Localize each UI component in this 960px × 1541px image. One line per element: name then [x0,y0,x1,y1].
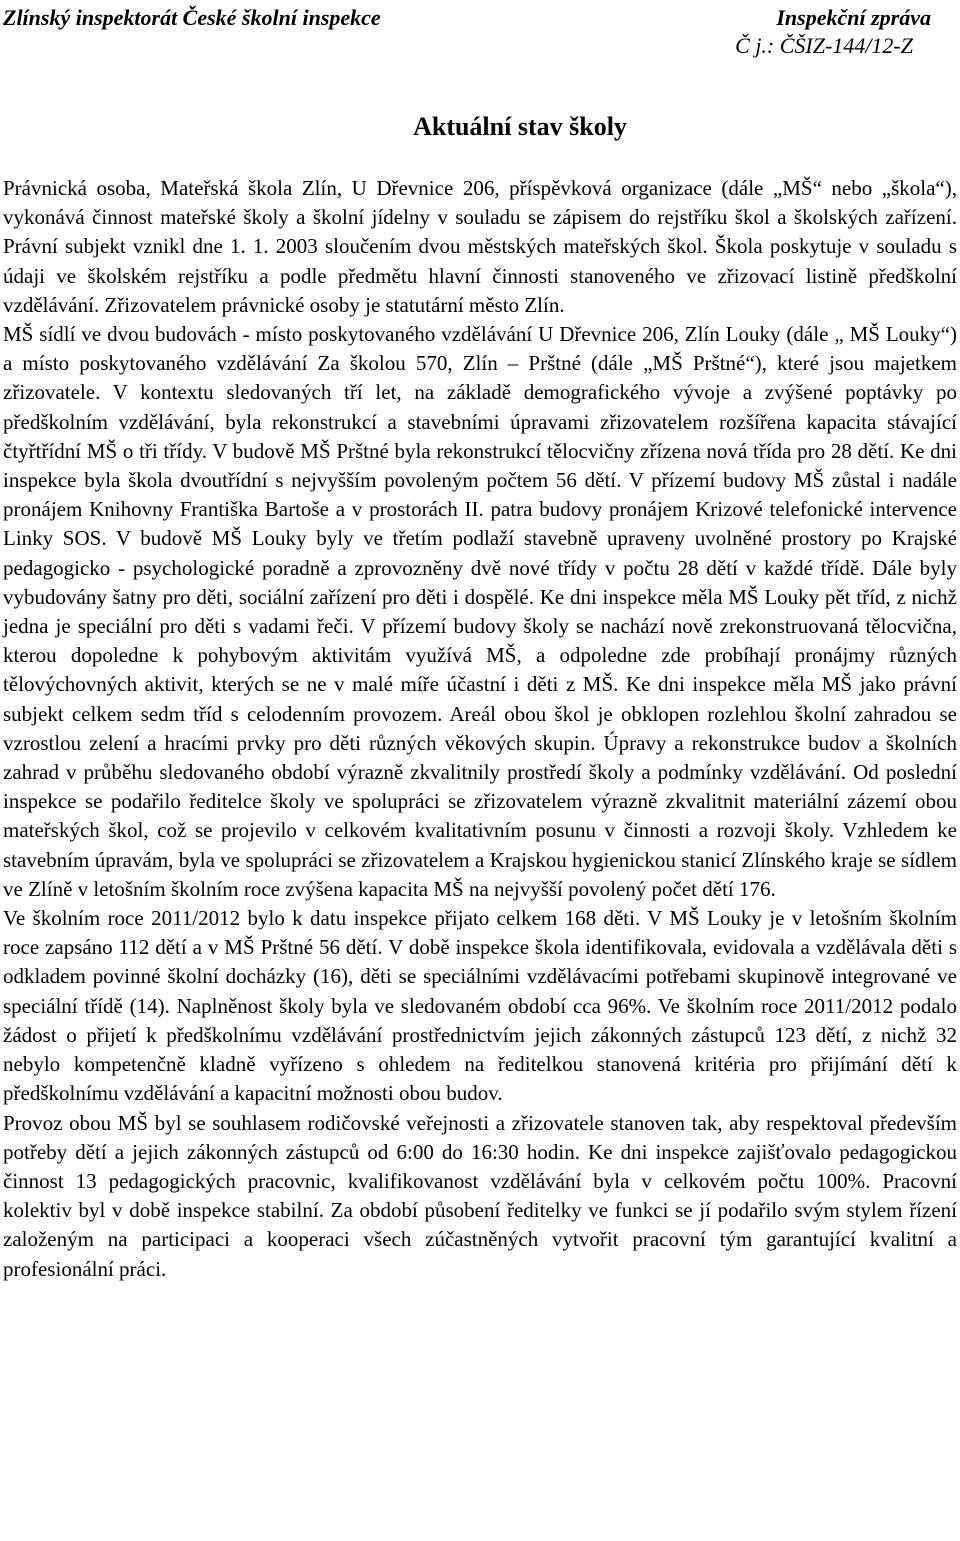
header-report-type: Inspekční zpráva [776,5,931,30]
paragraph-legal-entity: Právnická osoba, Mateřská škola Zlín, U Dřevnice 206, příspěvková organizace (dále „MŠ“ nebo „škola“), vykonává činnost mateřské školy a školní jídelny v souladu se zápisem do rejstříku škol a školských zařízení. Právní subjekt vznikl dne 1. 1. 2003 sloučením dvou městských mateřských škol. Škola poskytuje v souladu s údaji ve školském rejstříku a podle předmětu hlavní činnosti stanoveného ve zřizovací listině předškolní vzdělávání. Zřizovatelem právnické osoby je statutární město Zlín. [3,176,957,317]
section-body [3,174,957,1284]
header-reference-number: Č j.: ČŠIZ-144/12-Z [735,33,913,58]
paragraph-operation-staff: Provoz obou MŠ byl se souhlasem rodičovské veřejnosti a zřizovatele stanoven tak, aby respektoval především potřeby dětí a jejich zákonných zástupců od 6:00 do 16:30 hodin. Ke dni inspekce zajišťovalo pedagogickou činnost 13 pedagogických pracovnic, kvalifikovanost vzdělávání byla v celkovém počtu 100%. Pracovní kolektiv byl v době inspekce stabilní. Za období působení ředitelky ve funkci se jí podařilo svým stylem řízení založeným na participaci a kooperaci všech zúčastněných vytvořit pracovní tým garantující kvalitní a profesionální práci. [3,1110,957,1281]
page-header [3,0,957,62]
header-organization: Zlínský inspektorát České školní inspekce [3,5,381,30]
paragraph-enrollment: Ve školním roce 2011/2012 bylo k datu inspekce přijato celkem 168 děti. V MŠ Louky je v letošním školním roce zapsáno 112 dětí a v MŠ Prštné 56 dětí. V době inspekce škola identifikovala, evidovala a vzdělávala děti s odkladem povinné školní docházky (16), děti se speciálními vzdělávacími potřebami skupinově integrované ve speciální třídě (14). Naplněnost školy byla ve sledovaném období cca 96%. Ve školním roce 2011/2012 podalo žádost o přijetí k předškolnímu vzdělávání prostřednictvím jejich zákonných zástupců 123 dětí, z nichž 32 nebylo kompetenčně kladně vyřízeno s ohledem na ředitelkou stanovená kritéria pro přijímání dětí k předškolnímu vzdělávání a kapacitní možnosti obou budov. [3,906,957,1106]
paragraph-buildings: MŠ sídlí ve dvou budovách - místo poskytovaného vzdělávání U Dřevnice 206, Zlín Louky (dále „ MŠ Louky“) a místo poskytovaného vzdělávání Za školou 570, Zlín – Prštné (dále „MŠ Prštné“), které jsou majetkem zřizovatele. V kontextu sledovaných tří let, na základě demografického vývoje a zvýšené poptávky po předškolním vzdělávání, byla rekonstrukcí a stavebními úpravami zřizovatelem rozšířena kapacita stávající čtyřtřídní MŠ o tři třídy. V budově MŠ Prštné byla rekonstrukcí tělocvičny zřízena nová třída pro 28 dětí. Ke dni inspekce byla škola dvoutřídní s nejvyšším povoleným počtem 56 dětí. V přízemí budovy MŠ zůstal i nadále pronájem Knihovny Františka Bartoše a v prostorách II. patra budovy pronájem Krizové telefonické intervence Linky SOS. V budově MŠ Louky byly ve třetím podlaží stavebně upraveny uvolněné prostory po Krajské pedagogicko - psychologické poradně a zprovozněny dvě nové třídy v počtu 28 dětí v každé třídě. Dále byly vybudovány šatny pro děti, sociální zařízení pro děti i dospělé. Ke dni inspekce měla MŠ Louky pět tříd, z nichž jedna je speciální pro děti s vadami řeči. V přízemí budovy školy se nachází nově zrekonstruovaná tělocvična, kterou dopoledne k pohybovým aktivitám využívá MŠ, a odpoledne zde probíhají pronájmy různých tělovýchovných aktivit, kterých se ne v malé míře účastní i děti z MŠ. Ke dni inspekce měla MŠ jako právní subjekt celkem sedm tříd s celodenním provozem. Areál obou škol je obklopen rozlehlou školní zahradou se vzrostlou zelení a hracími prvky pro děti různých věkových skupin. Úpravy a rekonstrukce budov a školních zahrad v průběhu sledovaného období výrazně zkvalitnily prostředí školy a podmínky vzdělávání. Od poslední inspekce se podařilo ředitelce školy ve spolupráci se zřizovatelem výrazně zkvalitnit materiální zázemí obou mateřských škol, což se projevilo v celkovém kvalitativním posunu v činnosti a rozvoji školy. Vzhledem ke stavebním úpravám, byla ve spolupráci se zřizovatelem a Krajskou hygienickou stanicí Zlínského kraje se sídlem ve Zlíně v letošním školním roce zvýšena kapacita MŠ na nejvyšší povolený počet dětí 176. [3,322,957,901]
section-title: Aktuální stav školy [413,112,627,141]
